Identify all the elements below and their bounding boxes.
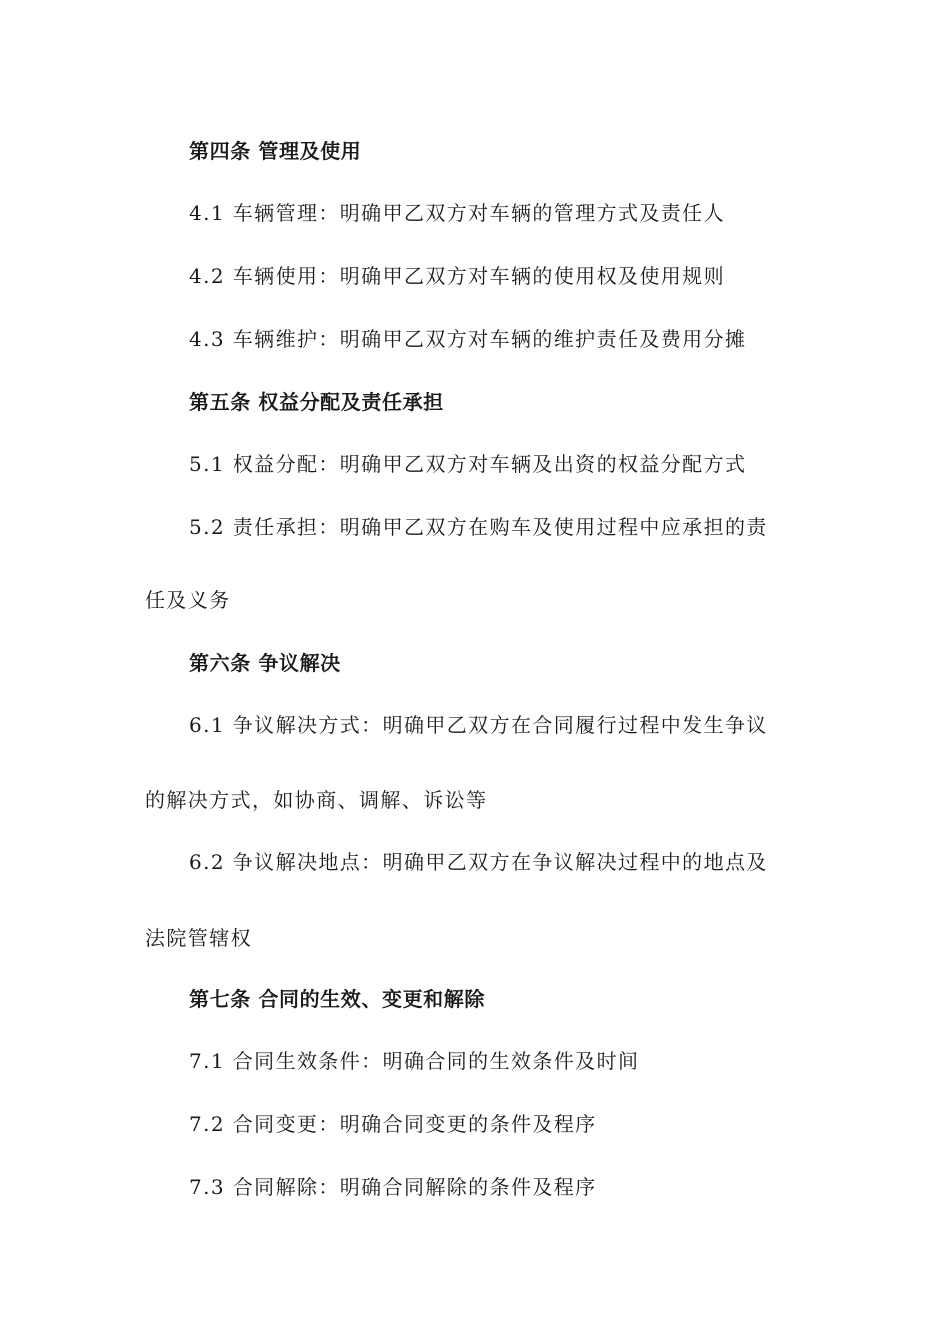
clause-4-3: 4.3 车辆维护：明确甲乙双方对车辆的维护责任及费用分摊 [189, 327, 747, 351]
clause-4-2: 4.2 车辆使用：明确甲乙双方对车辆的使用权及使用规则 [189, 264, 725, 288]
section-heading-4: 第四条 管理及使用 [189, 139, 362, 163]
clause-7-2: 7.2 合同变更：明确合同变更的条件及程序 [189, 1112, 597, 1136]
section-heading-5: 第五条 权益分配及责任承担 [189, 390, 444, 414]
clause-5-2-continuation: 任及义务 [145, 588, 231, 612]
clause-7-3: 7.3 合同解除：明确合同解除的条件及程序 [189, 1175, 597, 1199]
clause-7-1: 7.1 合同生效条件：明确合同的生效条件及时间 [189, 1049, 640, 1073]
clause-6-2: 6.2 争议解决地点：明确甲乙双方在争议解决过程中的地点及 [189, 850, 768, 874]
clause-5-2: 5.2 责任承担：明确甲乙双方在购车及使用过程中应承担的责 [189, 515, 768, 539]
section-heading-7: 第七条 合同的生效、变更和解除 [189, 987, 485, 1011]
clause-6-1-continuation: 的解决方式，如协商、调解、诉讼等 [145, 788, 488, 812]
clause-5-1: 5.1 权益分配：明确甲乙双方对车辆及出资的权益分配方式 [189, 452, 747, 476]
clause-4-1: 4.1 车辆管理：明确甲乙双方对车辆的管理方式及责任人 [189, 201, 725, 225]
section-heading-6: 第六条 争议解决 [189, 651, 341, 675]
clause-6-1: 6.1 争议解决方式：明确甲乙双方在合同履行过程中发生争议 [189, 713, 768, 737]
clause-6-2-continuation: 法院管辖权 [145, 926, 252, 950]
